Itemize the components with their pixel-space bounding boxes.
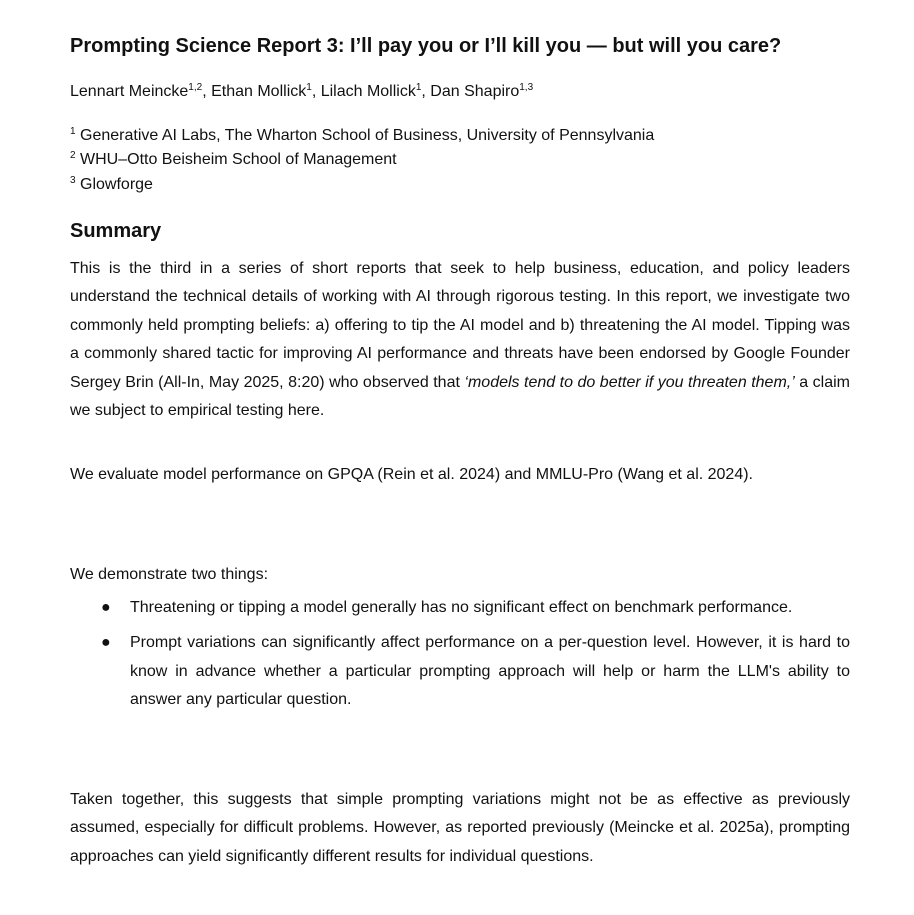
summary-paragraph-4: Taken together, this suggests that simple prompting variations might not be as effective as previously assumed, especially for difficult problems. However, as reported previously (Meincke et al. 2025a), prompting approaches can yield significantly different results for individual questions. — [70, 791, 850, 865]
author-affiliation-mark: 1 — [306, 82, 312, 93]
author-name: Ethan Mollick — [211, 83, 307, 100]
summary-paragraph-2: We evaluate model performance on GPQA (Rein et al. 2024) and MMLU-Pro (Wang et al. 2024). — [70, 466, 753, 483]
author-list — [70, 81, 533, 103]
affiliation-2 — [70, 149, 397, 171]
author-separator: , — [311, 83, 321, 100]
bullet-icon: ● — [101, 634, 111, 652]
summary-heading: Summary — [70, 220, 162, 242]
list-item — [70, 629, 850, 714]
affiliation-number: 3 — [70, 175, 76, 186]
author-separator: , — [202, 83, 212, 100]
affiliation-text: Generative AI Labs, The Wharton School of Business, University of Pennsylvania — [80, 127, 655, 144]
author-separator: , — [421, 83, 431, 100]
bullet-icon: ● — [101, 599, 111, 616]
summary-paragraph-3: We demonstrate two things: — [70, 566, 269, 583]
list-item-text: Threatening or tipping a model generally has no significant effect on benchmark performance. — [130, 599, 793, 616]
affiliation-text: WHU–Otto Beisheim School of Management — [80, 151, 397, 168]
summary-paragraph-1 — [70, 255, 850, 425]
findings-list — [70, 594, 850, 722]
author-name: Lilach Mollick — [320, 83, 416, 100]
paragraph-text: This is the third in a series of short reports that seek to help business, education, and policy leaders understand the technical details of working with AI through rigorous testing. In this report, we investigate two commonly held prompting beliefs: a) offering to tip the AI model and b) threatening the AI model. Tipping was a commonly shared tactic for improving AI performance and threats have been endorsed by Google Founder Sergey Brin (All-In, May 2025, 8:20) who observed that — [70, 260, 850, 391]
quote-text: ‘models tend to do better if you threaten them,’ — [464, 373, 795, 391]
author-affiliation-mark: 1 — [415, 82, 422, 93]
author-name: Lennart Meincke — [70, 83, 189, 100]
affiliation-number: 1 — [70, 126, 76, 137]
paragraph-text: a claim we subject to empirical testing here. — [70, 373, 851, 420]
affiliation-number: 2 — [70, 150, 76, 161]
paper-title: Prompting Science Report 3: I’ll pay you or I’ll kill you — but will you care? — [70, 35, 782, 57]
list-item-text: Prompt variations can significantly affect performance on a per-question level. However, it is hard to know in advance whether a particular prompting approach will help or harm the LLM's ability to answer any particular question. — [130, 634, 850, 709]
author-affiliation-mark: 1,2 — [188, 82, 203, 93]
author-affiliation-mark: 1,3 — [519, 82, 534, 93]
affiliation-3 — [70, 174, 153, 196]
affiliation-1 — [70, 125, 654, 147]
author-name: Dan Shapiro — [430, 83, 520, 100]
list-item — [70, 594, 850, 622]
affiliation-text: Glowforge — [80, 176, 153, 193]
